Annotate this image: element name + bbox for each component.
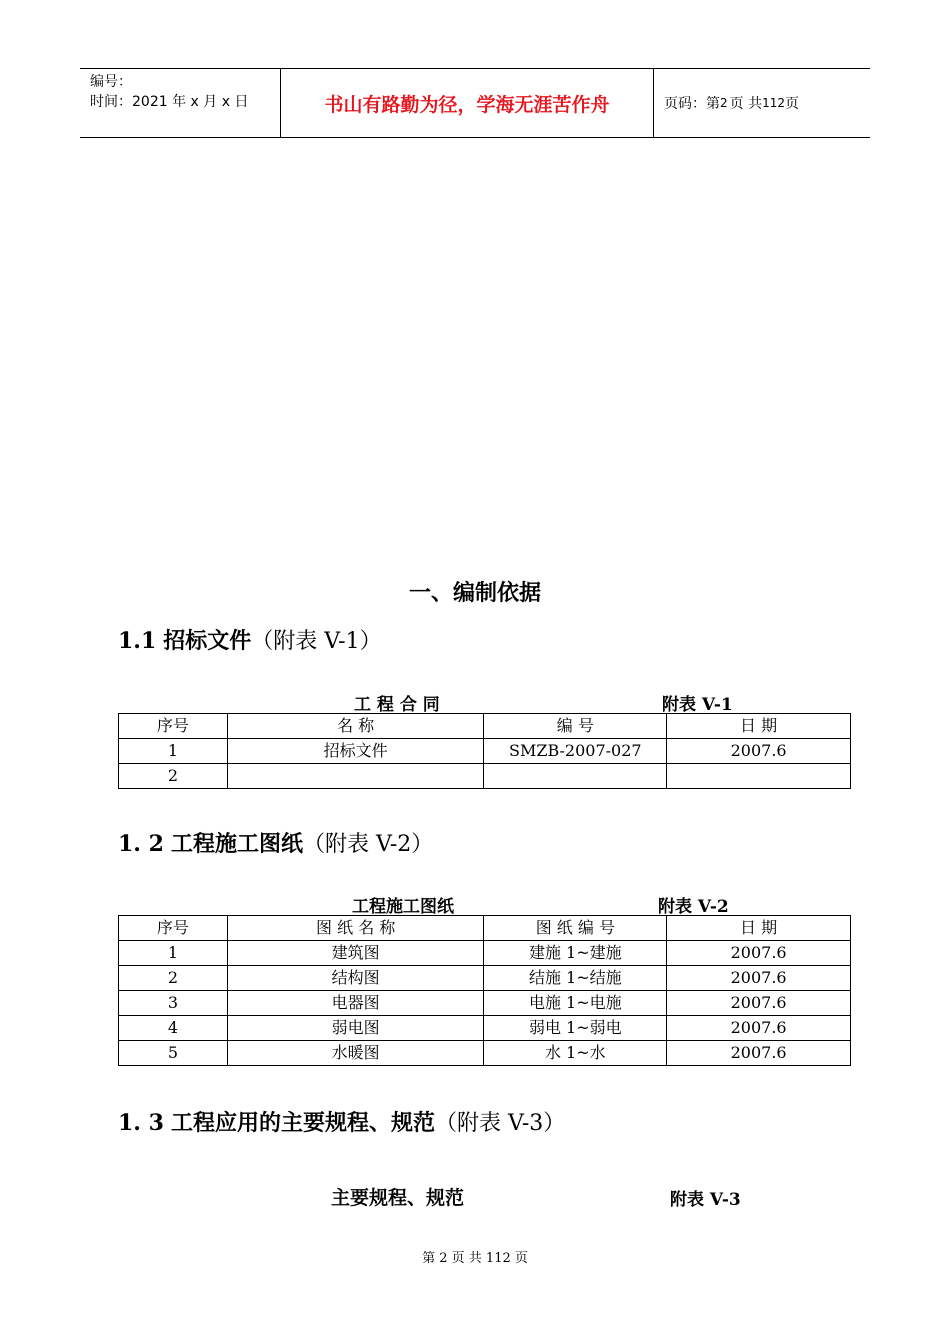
section-heading-1-3 — [118, 1106, 565, 1137]
page-suffix: 页 — [785, 96, 799, 112]
table-title-2: 工程施工图纸 — [352, 897, 454, 917]
section-title: 工程施工图纸 — [170, 831, 303, 857]
header-page-info — [664, 69, 870, 137]
table-cell: 建施 1~建施 — [484, 941, 667, 966]
table-cell: 2007.6 — [667, 991, 851, 1016]
table-cell: 2007.6 — [667, 739, 851, 764]
table-cell: 2007.6 — [667, 941, 851, 966]
contract-table — [118, 713, 851, 789]
table-cell: 结构图 — [227, 966, 484, 991]
table-cell — [484, 764, 667, 789]
number-label: 编号： — [90, 74, 132, 90]
table-cell: 2 — [119, 764, 228, 789]
table-cell: 1 — [119, 941, 228, 966]
table-cell: 2 — [119, 966, 228, 991]
table-cell: 2007.6 — [667, 1016, 851, 1041]
column-header: 名 称 — [227, 714, 484, 739]
drawings-table — [118, 915, 851, 1066]
table-title-1: 工 程 合 同 — [354, 695, 440, 715]
section-title: 招标文件 — [163, 628, 252, 654]
table-cell: 2007.6 — [667, 966, 851, 991]
table-cell: 4 — [119, 1016, 228, 1041]
main-heading: 一、编制依据 — [408, 580, 541, 606]
section-note: （附表 V-2） — [302, 832, 434, 857]
page-prefix: 页码：第 — [664, 96, 720, 112]
table-cell: 建筑图 — [227, 941, 484, 966]
header-meta — [80, 69, 281, 137]
table-row — [119, 966, 851, 991]
section-heading-1-1 — [118, 624, 382, 655]
table-row — [119, 941, 851, 966]
page-footer: 第 2 页 共 112 页 — [422, 1251, 528, 1266]
column-header: 序号 — [119, 714, 228, 739]
table-header-row — [119, 714, 851, 739]
table-tag-2: 附表 V-2 — [658, 897, 729, 917]
section-number: 1.1 — [118, 628, 157, 654]
table-cell: 2007.6 — [667, 1041, 851, 1066]
table-cell: 结施 1~结施 — [484, 966, 667, 991]
header-motto: 书山有路勤为径，学海无涯苦作舟 — [281, 69, 654, 137]
section-note: （附表 V-3） — [434, 1111, 566, 1136]
table-row — [119, 991, 851, 1016]
section-title: 工程应用的主要规程、规范 — [170, 1110, 435, 1136]
page-total: 112 — [762, 96, 785, 110]
table-cell: 电施 1~电施 — [484, 991, 667, 1016]
column-header: 日 期 — [667, 916, 851, 941]
table-cell: 招标文件 — [227, 739, 484, 764]
table-cell: SMZB-2007-027 — [484, 739, 667, 764]
column-header: 图 纸 编 号 — [484, 916, 667, 941]
column-header: 日 期 — [667, 714, 851, 739]
section-number: 1. 3 — [118, 1110, 164, 1136]
table-cell: 弱电图 — [227, 1016, 484, 1041]
table-cell: 3 — [119, 991, 228, 1016]
table-cell — [667, 764, 851, 789]
table-row — [119, 739, 851, 764]
table-header-row — [119, 916, 851, 941]
table-title-3: 主要规程、规范 — [331, 1187, 465, 1209]
page-mid: 页 共 — [729, 96, 763, 112]
section-note: （附表 V-1） — [251, 629, 382, 654]
table-cell: 水暖图 — [227, 1041, 484, 1066]
table-tag-1: 附表 V-1 — [662, 695, 733, 715]
table-cell — [227, 764, 484, 789]
time-label: 时间：2021 年 x 月 x 日 — [90, 94, 249, 110]
section-number: 1. 2 — [118, 831, 164, 857]
column-header: 图 纸 名 称 — [227, 916, 484, 941]
table-cell: 1 — [119, 739, 228, 764]
table-row — [119, 764, 851, 789]
column-header: 编 号 — [484, 714, 667, 739]
page-header — [80, 68, 870, 138]
page-number: 2 — [720, 96, 728, 110]
table-tag-3: 附表 V-3 — [670, 1190, 741, 1210]
column-header: 序号 — [119, 916, 228, 941]
table-row — [119, 1041, 851, 1066]
table-cell: 电器图 — [227, 991, 484, 1016]
table-row — [119, 1016, 851, 1041]
table-cell: 水 1~水 — [484, 1041, 667, 1066]
table-cell: 弱电 1~弱电 — [484, 1016, 667, 1041]
section-heading-1-2 — [118, 827, 433, 858]
table-cell: 5 — [119, 1041, 228, 1066]
